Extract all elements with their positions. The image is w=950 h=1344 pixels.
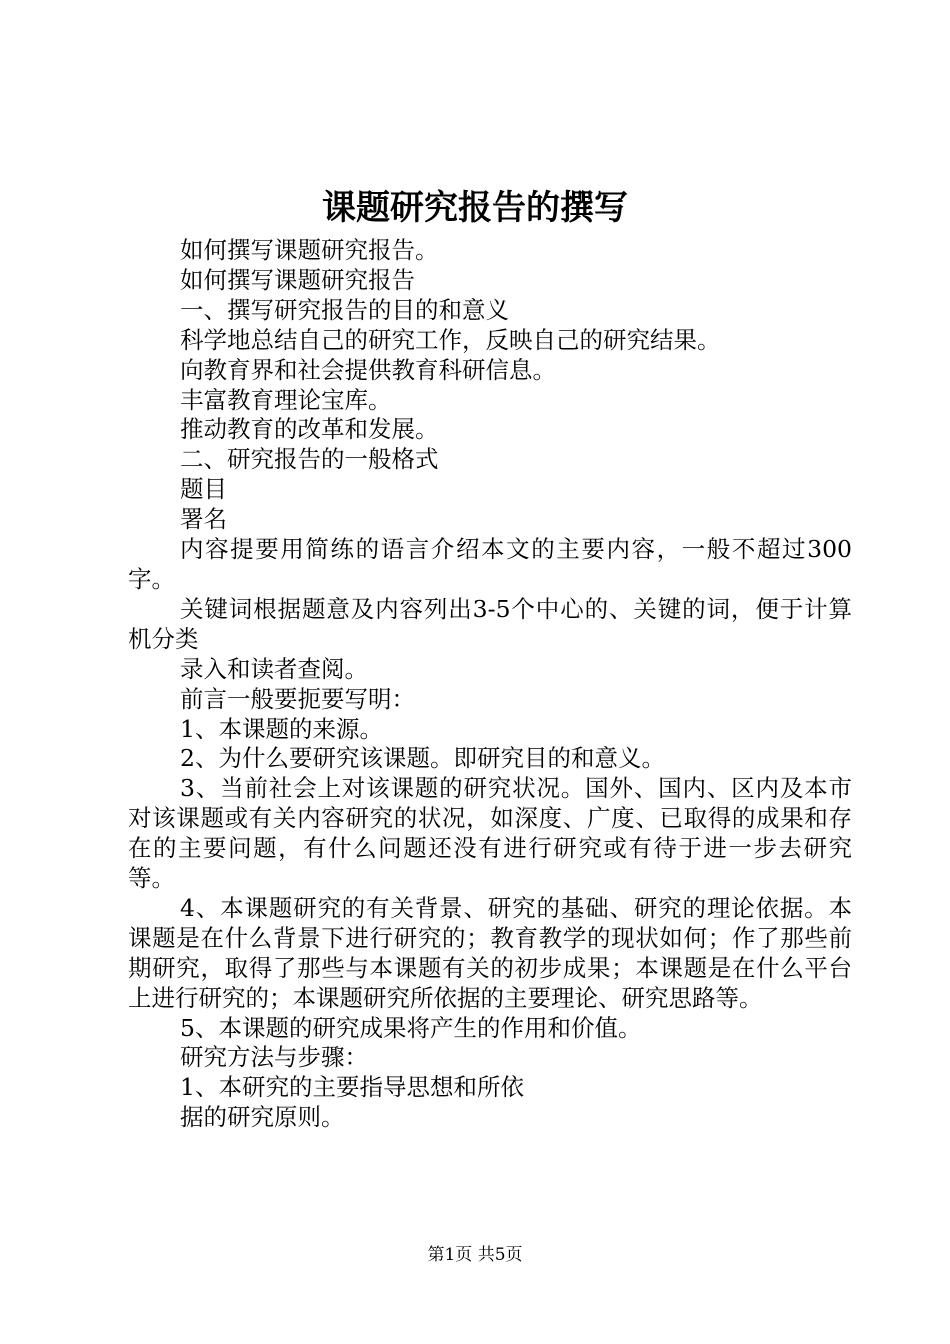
paragraph: 如何撰写课题研究报告。 bbox=[180, 236, 439, 264]
list-item: 5、本课题的研究成果将产生的作用和价值。 bbox=[180, 1013, 642, 1042]
list-item: 4、本课题研究的有关背景、研究的基础、研究的理论依据。本课题是在什么背景下进行研究的；教育教学的现状如何；作了那些前期研究，取得了那些与本课题有关的初步成果；本课题是在什么平台上进行研究的；本课题研究所依据的主要理论、研究思路等。 bbox=[128, 893, 852, 1012]
paragraph: 推动教育的改革和发展。 bbox=[180, 415, 439, 444]
list-item: 1、本课题的来源。 bbox=[180, 714, 383, 743]
paragraph: 署名 bbox=[180, 505, 227, 534]
paragraph: 如何撰写课题研究报告 bbox=[180, 265, 415, 294]
paragraph: 前言一般要扼要写明： bbox=[180, 684, 415, 713]
paragraph: 题目 bbox=[180, 475, 227, 504]
paragraph: 内容提要用简练的语言介绍本文的主要内容，一般不超过300字。 bbox=[128, 535, 852, 593]
list-item: 2、为什么要研究该课题。即研究目的和意义。 bbox=[180, 744, 665, 773]
section-heading: 二、研究报告的一般格式 bbox=[180, 445, 439, 474]
paragraph: 录入和读者查阅。 bbox=[180, 654, 368, 683]
paragraph: 科学地总结自己的研究工作，反映自己的研究结果。 bbox=[180, 325, 721, 354]
page-footer: 第1页 共5页 bbox=[427, 1245, 523, 1265]
paragraph: 向教育界和社会提供教育科研信息。 bbox=[180, 355, 556, 384]
paragraph: 关键词根据题意及内容列出3-5个中心的、关键的词，便于计算机分类 bbox=[128, 594, 852, 653]
document-title: 课题研究报告的撰写 bbox=[322, 188, 628, 228]
section-heading: 一、撰写研究报告的目的和意义 bbox=[180, 295, 509, 324]
paragraph: 丰富教育理论宝库。 bbox=[180, 385, 392, 414]
paragraph: 研究方法与步骤： bbox=[180, 1043, 368, 1072]
list-item: 1、本研究的主要指导思想和所依 bbox=[180, 1073, 524, 1102]
list-item: 3、当前社会上对该课题的研究状况。国外、国内、区内及本市对该课题或有关内容研究的状况，如深度、广度、已取得的成果和存在的主要问题，有什么问题还没有进行研究或有待于进一步去研究等。 bbox=[128, 774, 852, 893]
document-body bbox=[128, 236, 852, 1133]
paragraph: 据的研究原则。 bbox=[180, 1103, 345, 1132]
